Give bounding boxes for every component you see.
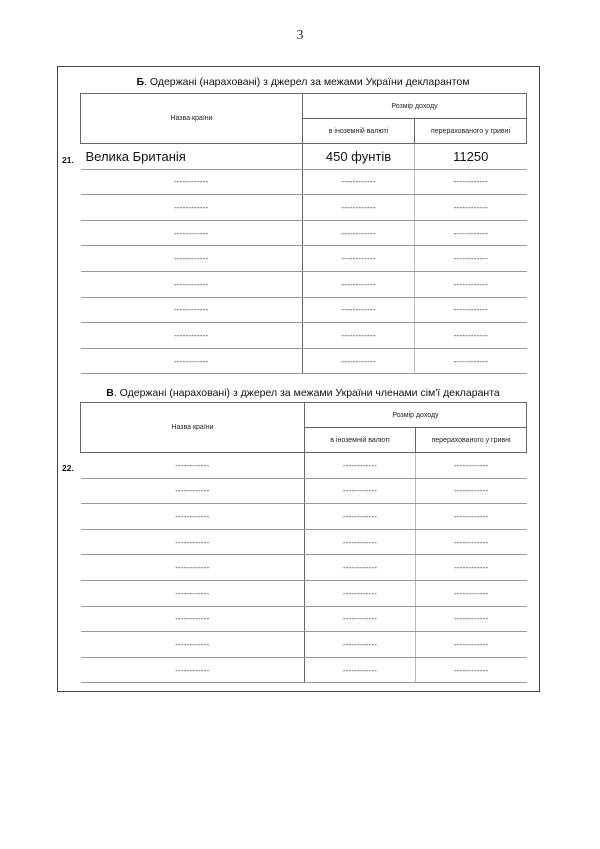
cell-converted-value: ------------ — [454, 486, 489, 496]
cell-country — [81, 657, 305, 683]
cell-converted — [415, 220, 527, 246]
cell-converted-value: ------------ — [453, 279, 488, 289]
cell-foreign-currency-value: ------------ — [341, 177, 376, 187]
cell-foreign-currency-value: ------------ — [341, 202, 376, 212]
cell-country — [81, 220, 303, 246]
cell-country-value: ------------ — [174, 202, 209, 212]
cell-converted-value: ------------ — [453, 356, 488, 366]
header-country: Назва країни — [81, 403, 305, 453]
cell-converted-value: ------------ — [454, 511, 489, 521]
cell-country — [81, 297, 303, 323]
cell-converted-value: ------------ — [453, 254, 488, 264]
cell-foreign-currency-value: ------------ — [341, 228, 376, 238]
cell-foreign-currency — [303, 220, 415, 246]
cell-foreign-currency — [305, 555, 416, 581]
cell-foreign-currency-value: ------------ — [342, 665, 378, 675]
table-row — [81, 348, 527, 374]
cell-country-value: Велика Британія — [85, 148, 186, 164]
cell-converted-value: ------------ — [454, 563, 489, 573]
header-income-size: Розмір доходу — [303, 94, 527, 119]
cell-converted — [416, 529, 527, 555]
cell-converted-value: ------------ — [453, 202, 488, 212]
cell-country — [81, 246, 303, 272]
cell-foreign-currency — [303, 348, 415, 374]
cell-country-value: ------------ — [175, 486, 210, 496]
cell-foreign-currency — [305, 478, 416, 504]
cell-country-value: ------------ — [174, 279, 209, 289]
cell-converted-value: 11250 — [453, 148, 489, 164]
cell-converted-value: ------------ — [454, 460, 489, 470]
cell-foreign-currency — [305, 453, 416, 479]
cell-foreign-currency — [305, 632, 416, 658]
cell-foreign-currency-value: ------------ — [341, 279, 376, 289]
cell-converted — [415, 195, 527, 221]
table-row — [81, 632, 527, 658]
header-converted: перерахованого у гривні — [416, 428, 527, 453]
cell-converted — [416, 478, 527, 504]
cell-converted — [415, 271, 527, 297]
cell-converted — [416, 504, 527, 530]
cell-country — [81, 478, 305, 504]
cell-foreign-currency-value: ------------ — [341, 305, 376, 315]
table-row — [81, 246, 527, 272]
cell-converted-value: ------------ — [453, 228, 488, 238]
cell-foreign-currency — [303, 195, 415, 221]
header-foreign-currency: в іноземній валюті — [305, 428, 416, 453]
table-row — [81, 195, 527, 221]
cell-country — [81, 271, 303, 297]
table-row — [81, 606, 527, 632]
cell-converted — [415, 246, 527, 272]
cell-country — [81, 606, 305, 632]
cell-foreign-currency-value: ------------ — [342, 511, 378, 521]
table-row — [81, 657, 527, 683]
cell-country — [81, 555, 305, 581]
cell-foreign-currency — [303, 144, 415, 170]
cell-country-value: ------------ — [174, 330, 209, 340]
section-b-title — [80, 76, 526, 88]
cell-foreign-currency-value: ------------ — [342, 639, 378, 649]
table-row — [81, 144, 527, 170]
table-row — [81, 271, 527, 297]
cell-foreign-currency — [305, 529, 416, 555]
cell-foreign-currency-value: ------------ — [342, 563, 378, 573]
cell-country-value: ------------ — [175, 614, 210, 624]
cell-converted-value: ------------ — [454, 639, 489, 649]
cell-converted — [416, 580, 527, 606]
cell-converted-value: ------------ — [453, 330, 488, 340]
table-row — [81, 220, 527, 246]
cell-foreign-currency — [305, 657, 416, 683]
cell-converted-value: ------------ — [454, 665, 489, 675]
cell-country-value: ------------ — [174, 254, 209, 264]
cell-foreign-currency — [303, 246, 415, 272]
cell-converted — [416, 453, 527, 479]
cell-converted — [416, 606, 527, 632]
cell-foreign-currency-value: ------------ — [342, 537, 378, 547]
table-row — [81, 529, 527, 555]
cell-foreign-currency-value: ------------ — [341, 330, 376, 340]
cell-converted — [416, 657, 527, 683]
section-v-row-number: 22. — [62, 463, 74, 473]
cell-converted-value: ------------ — [453, 177, 488, 187]
cell-foreign-currency-value: 450 фунтів — [325, 148, 392, 164]
cell-country-value: ------------ — [174, 228, 209, 238]
section-v-table — [80, 402, 527, 683]
cell-converted-value: ------------ — [453, 305, 488, 315]
cell-country — [81, 323, 303, 349]
table-row — [81, 478, 527, 504]
cell-foreign-currency — [305, 504, 416, 530]
cell-foreign-currency-value: ------------ — [341, 254, 376, 264]
cell-foreign-currency — [305, 606, 416, 632]
cell-country-value: ------------ — [174, 177, 209, 187]
cell-country-value: ------------ — [175, 588, 210, 598]
table-row — [81, 555, 527, 581]
cell-foreign-currency — [303, 297, 415, 323]
header-foreign-currency: в іноземній валюті — [303, 119, 415, 144]
cell-country-value: ------------ — [174, 305, 209, 315]
cell-country — [81, 504, 305, 530]
cell-converted — [416, 555, 527, 581]
table-row — [81, 580, 527, 606]
cell-converted-value: ------------ — [454, 614, 489, 624]
cell-country-value: ------------ — [175, 563, 210, 573]
cell-country-value: ------------ — [174, 356, 209, 366]
cell-foreign-currency — [303, 323, 415, 349]
cell-country — [81, 632, 305, 658]
header-income-size: Розмір доходу — [305, 403, 527, 428]
cell-converted — [416, 632, 527, 658]
section-v-letter: В — [106, 387, 114, 399]
cell-converted-value: ------------ — [454, 537, 489, 547]
cell-country — [81, 580, 305, 606]
cell-country-value: ------------ — [175, 460, 210, 470]
cell-country — [81, 195, 303, 221]
cell-foreign-currency-value: ------------ — [341, 356, 376, 366]
section-v-title-text: . Одержані (нараховані) з джерел за межами України членами сім'ї декларанта — [113, 387, 500, 399]
section-b-row-number: 21. — [62, 155, 74, 165]
cell-foreign-currency-value: ------------ — [342, 588, 378, 598]
cell-country — [81, 144, 303, 170]
cell-country-value: ------------ — [175, 665, 210, 675]
cell-country-value: ------------ — [175, 537, 210, 547]
table-row — [81, 453, 527, 479]
cell-foreign-currency-value: ------------ — [342, 486, 378, 496]
cell-foreign-currency — [305, 580, 416, 606]
table-row — [81, 297, 527, 323]
section-v-title — [80, 387, 526, 399]
cell-converted — [415, 169, 527, 195]
table-row — [81, 323, 527, 349]
cell-foreign-currency — [303, 169, 415, 195]
cell-converted — [415, 323, 527, 349]
cell-converted — [415, 348, 527, 374]
section-b-table — [80, 93, 527, 374]
table-row — [81, 504, 527, 530]
cell-converted — [415, 144, 527, 170]
cell-country-value: ------------ — [175, 511, 210, 521]
cell-converted — [415, 297, 527, 323]
section-b-letter: Б — [136, 76, 145, 88]
cell-foreign-currency-value: ------------ — [342, 614, 378, 624]
cell-country — [81, 529, 305, 555]
cell-foreign-currency — [303, 271, 415, 297]
cell-country — [81, 169, 303, 195]
cell-foreign-currency-value: ------------ — [342, 460, 378, 470]
cell-country — [81, 348, 303, 374]
cell-converted-value: ------------ — [454, 588, 489, 598]
cell-country-value: ------------ — [175, 639, 210, 649]
table-row — [81, 169, 527, 195]
cell-country — [81, 453, 305, 479]
section-b-title-text: . Одержані (нараховані) з джерел за межами України декларантом — [144, 76, 470, 88]
header-converted: перерахованого у гривні — [415, 119, 527, 144]
page-number: 3 — [296, 28, 304, 43]
header-country: Назва країни — [81, 94, 303, 144]
